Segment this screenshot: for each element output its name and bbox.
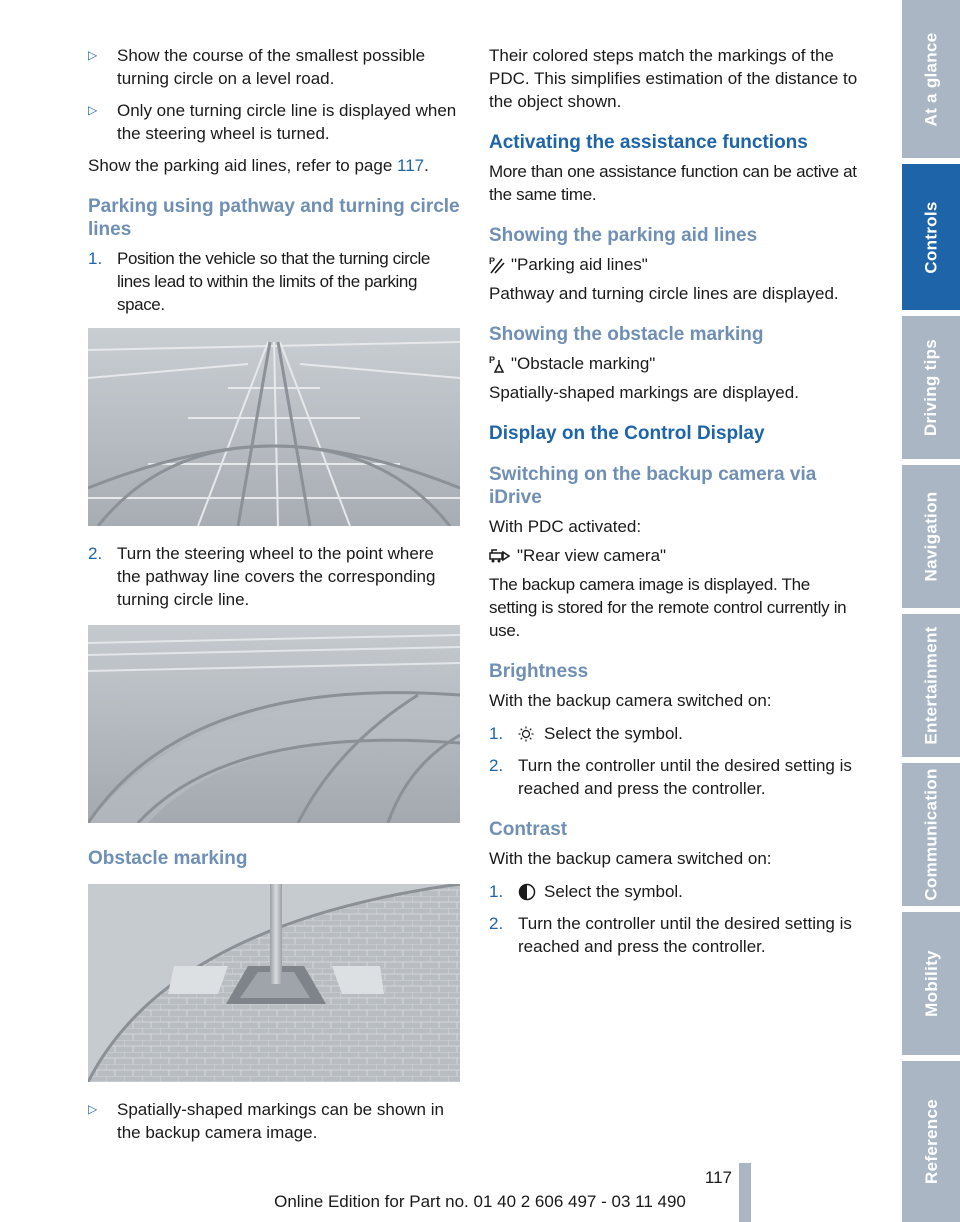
rear-camera-icon <box>489 548 517 564</box>
step-item <box>88 542 460 611</box>
figure-turning-lines <box>88 625 460 823</box>
heading-parking: Parking using pathway and turning circle lines <box>88 196 460 240</box>
left-column <box>88 44 460 1153</box>
menu-item-obstacle <box>489 352 861 375</box>
triangle-bullet-icon: ▷ <box>88 103 98 117</box>
tab-entertainment[interactable]: Entertainment <box>902 614 960 757</box>
contrast-icon <box>518 880 544 903</box>
tab-at-a-glance[interactable]: At a glance <box>902 0 960 158</box>
heading-brightness: Brightness <box>489 661 589 682</box>
heading-showing-lines: Showing the parking aid lines <box>489 225 758 246</box>
footer-text: Online Edition for Part no. 01 40 2 606 497 - 03 11 490 <box>274 1192 686 1211</box>
heading-display: Display on the Control Display <box>489 423 765 444</box>
lines-paragraph: Pathway and turning circle lines are displayed. <box>489 284 839 303</box>
step-item <box>489 722 861 745</box>
show-lines-paragraph: Show the parking aid lines, refer to page 117. <box>88 156 429 175</box>
camera-paragraph: The backup camera image is displayed. The setting is stored for the remote control currently in use. <box>489 575 847 640</box>
step-number: 1. <box>88 249 103 268</box>
step-item <box>489 754 861 800</box>
step-number: 2. <box>489 756 504 775</box>
pdc-paragraph: With PDC activated: <box>489 517 642 536</box>
menu-label: "Rear view camera" <box>517 546 667 565</box>
step-text: Turn the controller until the desired setting is reached and press the controller. <box>518 914 852 956</box>
tab-communication[interactable]: Communication <box>902 763 960 906</box>
triangle-bullet-icon: ▷ <box>88 48 98 62</box>
step-text: Turn the controller until the desired setting is reached and press the controller. <box>518 756 852 798</box>
step-text: Turn the steering wheel to the point where the pathway line covers the corresponding turning circle line. <box>117 544 436 609</box>
triangle-bullet-icon: ▷ <box>88 1102 98 1116</box>
tab-navigation[interactable]: Navigation <box>902 465 960 608</box>
activating-paragraph: More than one assistance function can be active at the same time. <box>489 162 857 204</box>
heading-showing-obstacle: Showing the obstacle marking <box>489 324 764 345</box>
contrast-intro: With the backup camera switched on: <box>489 849 772 868</box>
step-number: 2. <box>489 914 504 933</box>
heading-activating: Activating the assistance functions <box>489 132 808 153</box>
figure-obstacle-marking <box>88 884 460 1082</box>
list-item <box>88 44 460 90</box>
tab-mobility[interactable]: Mobility <box>902 912 960 1055</box>
tab-controls[interactable]: Controls <box>902 164 960 310</box>
step-item <box>489 880 861 903</box>
obstacle-marking-icon <box>489 355 511 373</box>
brightness-intro: With the backup camera switched on: <box>489 691 772 710</box>
step-number: 1. <box>489 724 504 743</box>
menu-item-parking-lines <box>489 253 861 276</box>
intro-paragraph: Their colored steps match the markings of the PDC. This simplifies estimation of the distance to the object shown. <box>489 46 858 111</box>
bullet-text: Spatially-shaped markings can be shown in the backup camera image. <box>117 1100 444 1142</box>
heading-obstacle: Obstacle marking <box>88 848 248 869</box>
figure-pathway-lines <box>88 328 460 526</box>
step-item <box>88 247 460 316</box>
list-item <box>88 99 460 145</box>
step-number: 2. <box>88 544 103 563</box>
page-link[interactable]: 117 <box>397 156 425 175</box>
step-item <box>489 912 861 958</box>
svg-text:P: P <box>489 255 496 266</box>
menu-label: "Parking aid lines" <box>511 255 648 274</box>
parking-lines-icon <box>489 256 511 274</box>
heading-contrast: Contrast <box>489 819 568 840</box>
step-number: 1. <box>489 882 504 901</box>
chapter-sidebar <box>902 0 960 1222</box>
tab-driving-tips[interactable]: Driving tips <box>902 316 960 459</box>
bullet-text: Only one turning circle line is displayed when the steering wheel is turned. <box>117 101 457 143</box>
page-number: 117 <box>704 1168 732 1187</box>
menu-item-rear-camera <box>489 544 861 567</box>
right-column <box>489 44 861 967</box>
step-text: Position the vehicle so that the turning circle lines lead to within the limits of the parking space. <box>117 249 430 314</box>
bullet-text: Show the course of the smallest possible turning circle on a level road. <box>117 46 426 88</box>
step-text: Select the symbol. <box>544 724 683 743</box>
list-item <box>88 1098 460 1144</box>
tab-reference[interactable]: Reference <box>902 1061 960 1222</box>
menu-label: "Obstacle marking" <box>511 354 656 373</box>
heading-switching: Switching on the backup camera via iDrive <box>489 464 817 508</box>
step-text: Select the symbol. <box>544 882 683 901</box>
svg-text:P: P <box>489 354 496 365</box>
obstacle-paragraph: Spatially-shaped markings are displayed. <box>489 383 799 402</box>
brightness-icon <box>518 722 544 745</box>
